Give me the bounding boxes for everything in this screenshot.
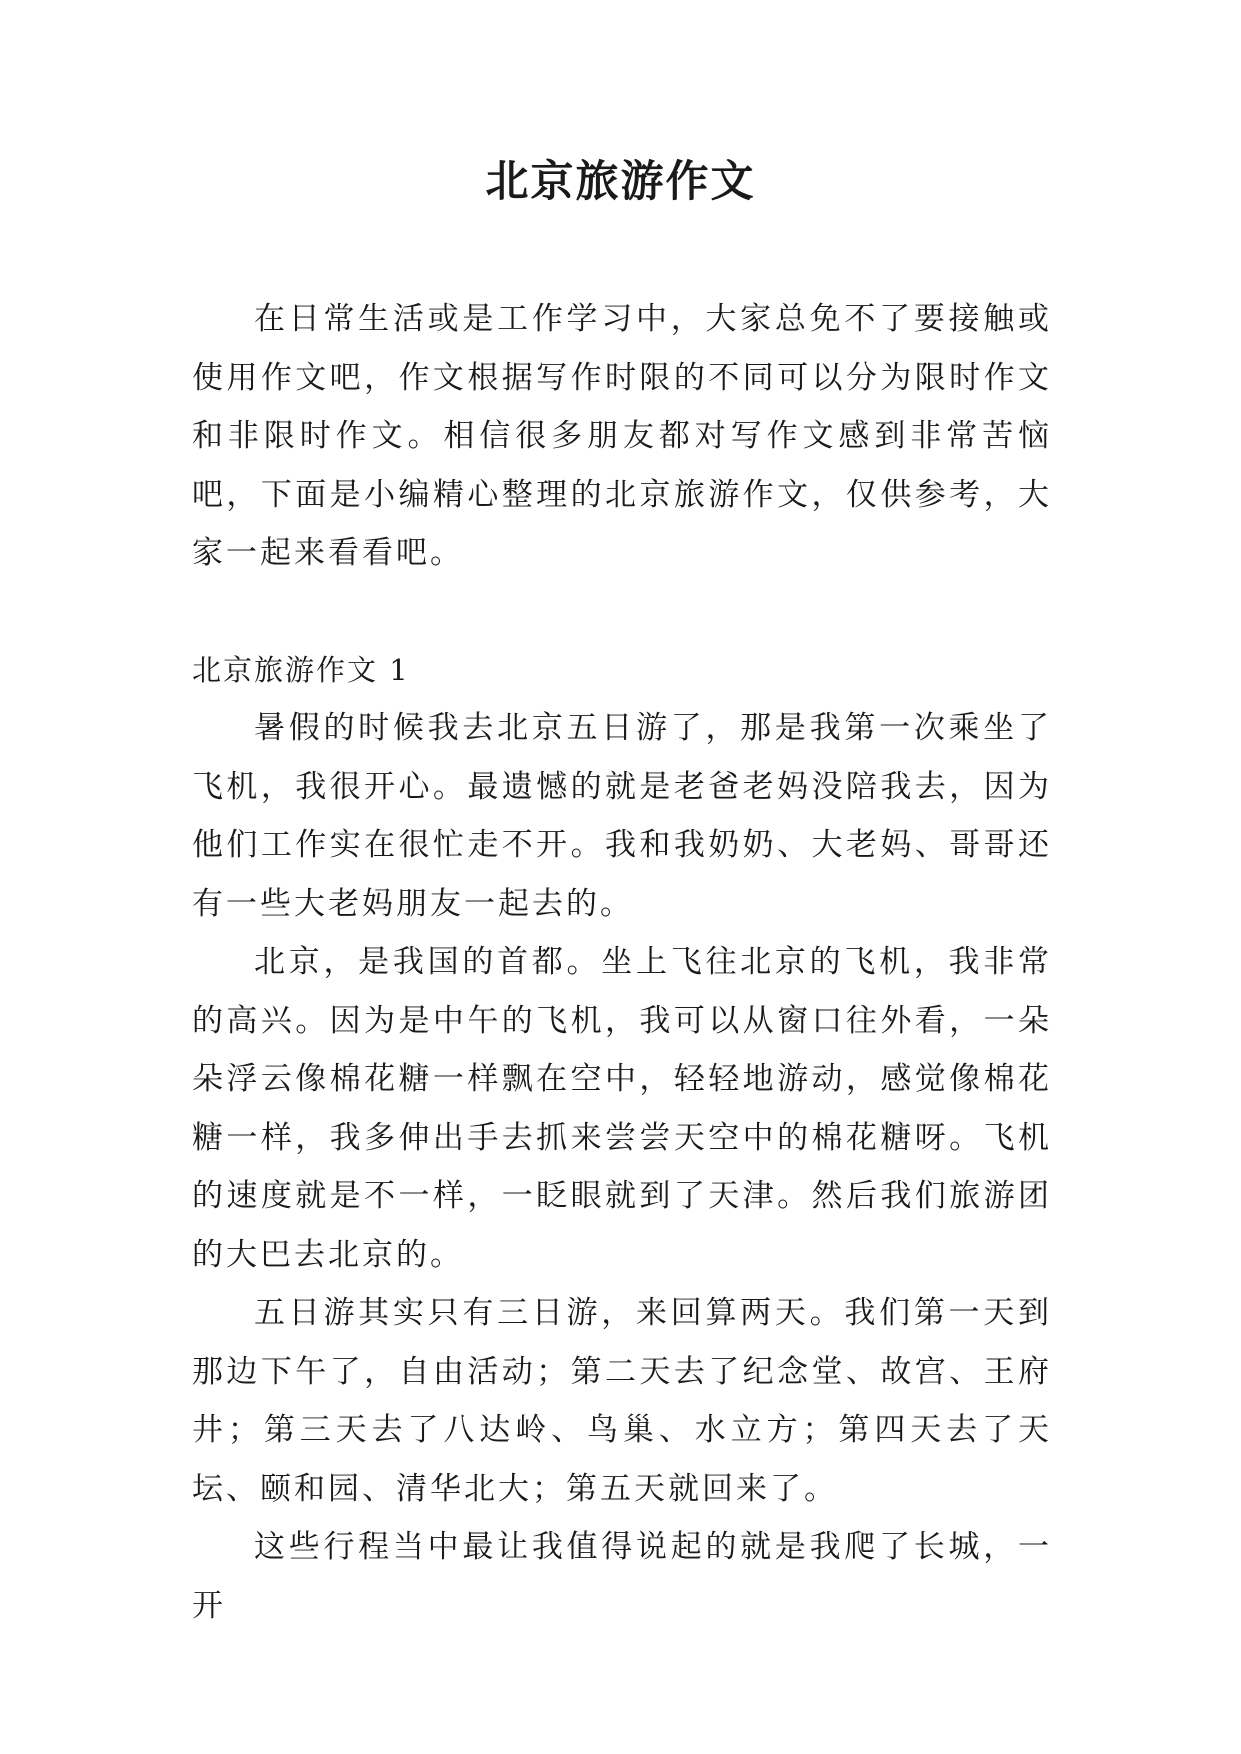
body-paragraph-2: 北京，是我国的首都。坐上飞往北京的飞机，我非常的高兴。因为是中午的飞机，我可以从窗口往外看，一朵朵浮云像棉花糖一样飘在空中，轻轻地游动，感觉像棉花糖一样，我多伸出手去抓来尝尝天空中的棉花糖呀。飞机的速度就是不一样，一眨眼就到了天津。然后我们旅游团的大巴去北京的。	[192, 944, 1052, 1273]
section-heading: 北京旅游作文 1	[192, 652, 410, 687]
body-paragraph-4: 这些行程当中最让我值得说起的就是我爬了长城，一开	[192, 1529, 1052, 1624]
body-paragraph-3: 五日游其实只有三日游，来回算两天。我们第一天到那边下午了，自由活动；第二天去了纪念堂、故宫、王府井；第三天去了八达岭、鸟巢、水立方；第四天去了天坛、颐和园、清华北大；第五天就回来了。	[192, 1295, 1052, 1507]
body-paragraph-1: 暑假的时候我去北京五日游了，那是我第一次乘坐了飞机，我很开心。最遗憾的就是老爸老妈没陪我去，因为他们工作实在很忙走不开。我和我奶奶、大老妈、哥哥还有一些大老妈朋友一起去的。	[192, 710, 1052, 922]
document-body	[192, 290, 1052, 1635]
document-title: 北京旅游作文	[485, 157, 756, 207]
intro-paragraph: 在日常生活或是工作学习中，大家总免不了要接触或使用作文吧，作文根据写作时限的不同可以分为限时作文和非限时作文。相信很多朋友都对写作文感到非常苦恼吧，下面是小编精心整理的北京旅游作文，仅供参考，大家一起来看看吧。	[192, 301, 1052, 571]
